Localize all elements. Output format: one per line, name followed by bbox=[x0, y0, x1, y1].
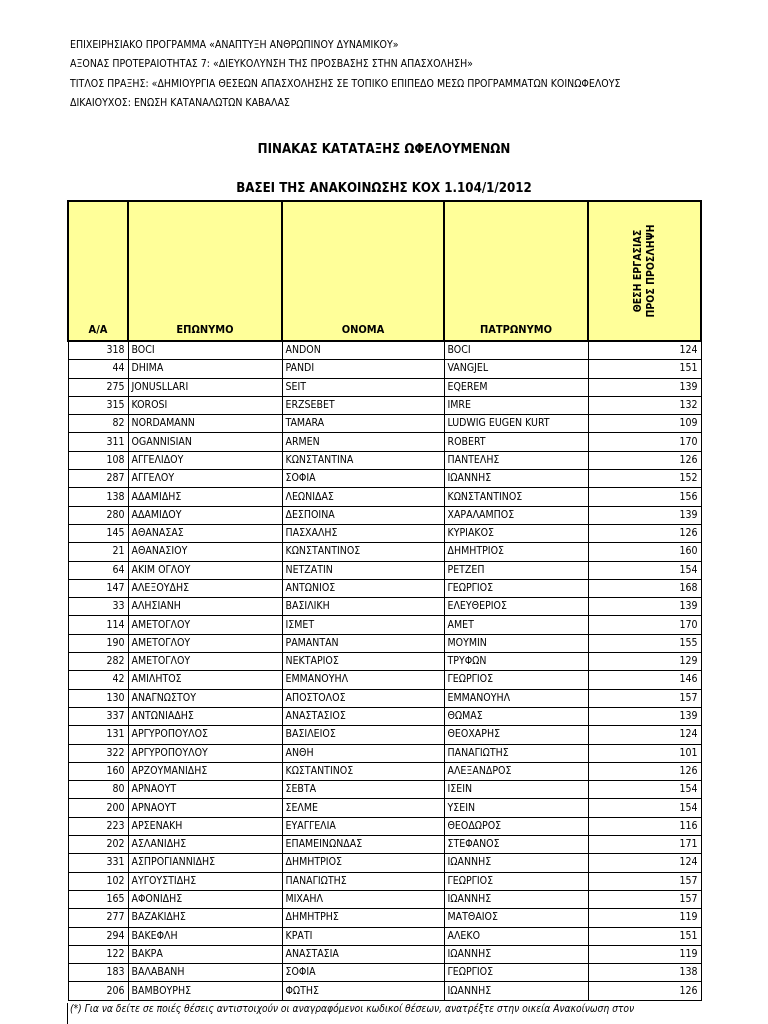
cell-name: TAMARA bbox=[282, 415, 444, 433]
cell-name: ΡΑΜΑΝΤΑΝ bbox=[282, 634, 444, 652]
column-header-position-line2: ΠΡΟΣ ΠΡΟΣΛΗΨΗ bbox=[644, 224, 657, 318]
cell-surname: ΑΡΓΥΡΟΠΟΥΛΟΥ bbox=[128, 744, 282, 762]
cell-father-name: ΙΩΑΝΝΗΣ bbox=[444, 982, 588, 1000]
table-row bbox=[68, 927, 701, 945]
cell-surname: ΑΜΕΤΟΓΛΟΥ bbox=[128, 653, 282, 671]
table-row bbox=[68, 616, 701, 634]
cell-surname: ΑΡΣΕΝΑΚΗ bbox=[128, 817, 282, 835]
cell-surname: NORDAMANN bbox=[128, 415, 282, 433]
left-border-line bbox=[67, 1003, 68, 1024]
cell-father-name: ΣΤΕΦΑΝΟΣ bbox=[444, 836, 588, 854]
table-row bbox=[68, 836, 701, 854]
cell-aa: 64 bbox=[68, 561, 128, 579]
cell-surname: ΑΡΖΟΥΜΑΝΙΔΗΣ bbox=[128, 762, 282, 780]
cell-position: 139 bbox=[588, 378, 701, 396]
cell-father-name: BOCI bbox=[444, 341, 588, 360]
table-row bbox=[68, 799, 701, 817]
cell-position: 138 bbox=[588, 964, 701, 982]
cell-surname: ΑΡΓΥΡΟΠΟΥΛΟΣ bbox=[128, 726, 282, 744]
cell-aa: 223 bbox=[68, 817, 128, 835]
cell-position: 129 bbox=[588, 653, 701, 671]
cell-surname: JONUSLLARI bbox=[128, 378, 282, 396]
table-row bbox=[68, 341, 701, 360]
table-row bbox=[68, 653, 701, 671]
cell-name: ΝΕΤΖΑΤΙΝ bbox=[282, 561, 444, 579]
column-header-name: ΟΝΟΜΑ bbox=[282, 201, 444, 341]
table-row bbox=[68, 671, 701, 689]
table-row bbox=[68, 964, 701, 982]
cell-aa: 190 bbox=[68, 634, 128, 652]
cell-aa: 282 bbox=[68, 653, 128, 671]
cell-surname: ΑΘΑΝΑΣΙΟΥ bbox=[128, 543, 282, 561]
cell-name: ΑΝΑΣΤΑΣΙΑ bbox=[282, 945, 444, 963]
cell-name: ΔΗΜΗΤΡΙΟΣ bbox=[282, 854, 444, 872]
cell-aa: 275 bbox=[68, 378, 128, 396]
cell-name: ΑΠΟΣΤΟΛΟΣ bbox=[282, 689, 444, 707]
cell-aa: 202 bbox=[68, 836, 128, 854]
cell-aa: 200 bbox=[68, 799, 128, 817]
table-row bbox=[68, 360, 701, 378]
table-row bbox=[68, 890, 701, 908]
cell-aa: 287 bbox=[68, 470, 128, 488]
table-row bbox=[68, 707, 701, 725]
cell-name: PANDI bbox=[282, 360, 444, 378]
cell-position: 139 bbox=[588, 707, 701, 725]
table-row bbox=[68, 854, 701, 872]
cell-father-name: ΡΕΤΖΕΠ bbox=[444, 561, 588, 579]
cell-surname: ΑΛΗΣΙΑΝΗ bbox=[128, 598, 282, 616]
table-row bbox=[68, 488, 701, 506]
cell-surname: ΑΜΕΤΟΓΛΟΥ bbox=[128, 616, 282, 634]
header-line-beneficiary: ΔΙΚΑΙΟΥΧΟΣ: ΕΝΩΣΗ ΚΑΤΑΝΑΛΩΤΩΝ ΚΑΒΑΛΑΣ bbox=[70, 96, 290, 109]
table-row bbox=[68, 634, 701, 652]
cell-father-name: ΓΕΩΡΓΙΟΣ bbox=[444, 964, 588, 982]
cell-position: 170 bbox=[588, 433, 701, 451]
cell-surname: KOROSI bbox=[128, 396, 282, 414]
cell-father-name: ΕΛΕΥΘΕΡΙΟΣ bbox=[444, 598, 588, 616]
cell-name: ΒΑΣΙΛΙΚΗ bbox=[282, 598, 444, 616]
cell-father-name: ΙΩΑΝΝΗΣ bbox=[444, 945, 588, 963]
cell-position: 156 bbox=[588, 488, 701, 506]
cell-position: 146 bbox=[588, 671, 701, 689]
cell-surname: ΑΘΑΝΑΣΑΣ bbox=[128, 524, 282, 542]
cell-aa: 337 bbox=[68, 707, 128, 725]
cell-position: 124 bbox=[588, 341, 701, 360]
cell-father-name: ΜΑΤΘΑΙΟΣ bbox=[444, 909, 588, 927]
cell-position: 154 bbox=[588, 799, 701, 817]
cell-surname: ΑΥΓΟΥΣΤΙΔΗΣ bbox=[128, 872, 282, 890]
cell-aa: 42 bbox=[68, 671, 128, 689]
cell-position: 139 bbox=[588, 598, 701, 616]
cell-surname: OGANNISIAN bbox=[128, 433, 282, 451]
cell-position: 119 bbox=[588, 945, 701, 963]
cell-position: 152 bbox=[588, 470, 701, 488]
cell-surname: ΒΑΖΑΚΙΔΗΣ bbox=[128, 909, 282, 927]
cell-aa: 145 bbox=[68, 524, 128, 542]
cell-position: 101 bbox=[588, 744, 701, 762]
cell-name: ΑΝΤΩΝΙΟΣ bbox=[282, 579, 444, 597]
cell-surname: ΒΑΜΒΟΥΡΗΣ bbox=[128, 982, 282, 1000]
column-header-surname: ΕΠΩΝΥΜΟ bbox=[128, 201, 282, 341]
cell-position: 126 bbox=[588, 762, 701, 780]
cell-aa: 280 bbox=[68, 506, 128, 524]
cell-father-name: ΘΕΟΔΩΡΟΣ bbox=[444, 817, 588, 835]
cell-surname: ΑΦΟΝΙΔΗΣ bbox=[128, 890, 282, 908]
column-header-position bbox=[588, 201, 701, 341]
cell-aa: 114 bbox=[68, 616, 128, 634]
cell-surname: ΑΜΙΛΗΤΟΣ bbox=[128, 671, 282, 689]
cell-position: 124 bbox=[588, 726, 701, 744]
cell-position: 109 bbox=[588, 415, 701, 433]
cell-position: 126 bbox=[588, 524, 701, 542]
cell-position: 171 bbox=[588, 836, 701, 854]
page-subtitle: ΒΑΣΕΙ ΤΗΣ ΑΝΑΚΟΙΝΩΣΗΣ ΚΟΧ 1.104/1/2012 bbox=[236, 181, 532, 196]
cell-name: ΑΝΘΗ bbox=[282, 744, 444, 762]
cell-surname: ΒΑΛΑΒΑΝΗ bbox=[128, 964, 282, 982]
cell-surname: ΑΓΓΕΛΙΔΟΥ bbox=[128, 451, 282, 469]
cell-aa: 131 bbox=[68, 726, 128, 744]
cell-aa: 318 bbox=[68, 341, 128, 360]
cell-father-name: ΙΩΑΝΝΗΣ bbox=[444, 890, 588, 908]
table-row bbox=[68, 817, 701, 835]
table-row bbox=[68, 909, 701, 927]
table-row bbox=[68, 543, 701, 561]
cell-father-name: ΕΜΜΑΝΟΥΗΛ bbox=[444, 689, 588, 707]
cell-position: 157 bbox=[588, 890, 701, 908]
table-row bbox=[68, 396, 701, 414]
cell-position: 157 bbox=[588, 689, 701, 707]
cell-father-name: ROBERT bbox=[444, 433, 588, 451]
cell-position: 157 bbox=[588, 872, 701, 890]
cell-position: 160 bbox=[588, 543, 701, 561]
cell-father-name: ΑΛΕΞΑΝΔΡΟΣ bbox=[444, 762, 588, 780]
cell-aa: 130 bbox=[68, 689, 128, 707]
cell-aa: 33 bbox=[68, 598, 128, 616]
footnote: (*) Για να δείτε σε ποιές θέσεις αντιστοιχούν οι αναγραφόμενοι κωδικοί θέσεων, ανατρέξτε στην οικεία Ανακοίνωση στον bbox=[70, 1004, 635, 1015]
table-row bbox=[68, 781, 701, 799]
cell-father-name: IMRE bbox=[444, 396, 588, 414]
cell-father-name: ΧΑΡΑΛΑΜΠΟΣ bbox=[444, 506, 588, 524]
cell-surname: ΑΔΑΜΙΔΟΥ bbox=[128, 506, 282, 524]
cell-position: 126 bbox=[588, 451, 701, 469]
cell-surname: ΑΜΕΤΟΓΛΟΥ bbox=[128, 634, 282, 652]
column-header-aa: Α/Α bbox=[68, 201, 128, 341]
column-header-position-line1: ΘΕΣΗ ΕΡΓΑΣΙΑΣ bbox=[631, 229, 644, 313]
cell-aa: 147 bbox=[68, 579, 128, 597]
column-header-father-name: ΠΑΤΡΩΝΥΜΟ bbox=[444, 201, 588, 341]
cell-name: ΜΙΧΑΗΛ bbox=[282, 890, 444, 908]
table-row bbox=[68, 762, 701, 780]
cell-name: ΑΝΑΣΤΑΣΙΟΣ bbox=[282, 707, 444, 725]
cell-name: ΕΥΑΓΓΕΛΙΑ bbox=[282, 817, 444, 835]
cell-aa: 138 bbox=[68, 488, 128, 506]
cell-position: 151 bbox=[588, 927, 701, 945]
cell-name: ΕΜΜΑΝΟΥΗΛ bbox=[282, 671, 444, 689]
cell-position: 116 bbox=[588, 817, 701, 835]
cell-aa: 122 bbox=[68, 945, 128, 963]
cell-surname: ΑΣΛΑΝΙΔΗΣ bbox=[128, 836, 282, 854]
cell-name: ERZSEBET bbox=[282, 396, 444, 414]
cell-name: ΛΕΩΝΙΔΑΣ bbox=[282, 488, 444, 506]
page-title: ΠΙΝΑΚΑΣ ΚΑΤΑΤΑΞΗΣ ΩΦΕΛΟΥΜΕΝΩΝ bbox=[257, 142, 511, 157]
table-row bbox=[68, 726, 701, 744]
cell-surname: DHIMA bbox=[128, 360, 282, 378]
cell-father-name: ΚΩΝΣΤΑΝΤΙΝΟΣ bbox=[444, 488, 588, 506]
cell-father-name: ΚΥΡΙΑΚΟΣ bbox=[444, 524, 588, 542]
cell-name: ΠΑΣΧΑΛΗΣ bbox=[282, 524, 444, 542]
cell-name: ΦΩΤΗΣ bbox=[282, 982, 444, 1000]
cell-father-name: ΑΜΕΤ bbox=[444, 616, 588, 634]
cell-position: 119 bbox=[588, 909, 701, 927]
cell-name: ΚΩΝΣΤΑΝΤΙΝΟΣ bbox=[282, 543, 444, 561]
table-row bbox=[68, 982, 701, 1000]
table-header-row bbox=[68, 201, 701, 341]
cell-surname: ΒΑΚΕΦΛΗ bbox=[128, 927, 282, 945]
cell-position: 155 bbox=[588, 634, 701, 652]
cell-aa: 44 bbox=[68, 360, 128, 378]
cell-name: ARMEN bbox=[282, 433, 444, 451]
cell-position: 170 bbox=[588, 616, 701, 634]
document-header bbox=[70, 36, 620, 113]
cell-name: SEIT bbox=[282, 378, 444, 396]
cell-surname: ΑΔΑΜΙΔΗΣ bbox=[128, 488, 282, 506]
cell-aa: 277 bbox=[68, 909, 128, 927]
cell-name: ANDON bbox=[282, 341, 444, 360]
cell-position: 151 bbox=[588, 360, 701, 378]
table-row bbox=[68, 378, 701, 396]
table-row bbox=[68, 561, 701, 579]
cell-aa: 102 bbox=[68, 872, 128, 890]
cell-name: ΙΣΜΕΤ bbox=[282, 616, 444, 634]
cell-surname: ΑΛΕΞΟΥΔΗΣ bbox=[128, 579, 282, 597]
header-line-axis: ΑΞΟΝΑΣ ΠΡΟΤΕΡΑΙΟΤΗΤΑΣ 7: «ΔΙΕΥΚΟΛΥΝΣΗ ΤΗΣ ΠΡΟΣΒΑΣΗΣ ΣΤΗΝ ΑΠΑΣΧΟΛΗΣΗ» bbox=[70, 58, 473, 71]
cell-position: 154 bbox=[588, 561, 701, 579]
table-body bbox=[68, 341, 701, 1000]
cell-surname: ΑΡΝΑΟΥΤ bbox=[128, 781, 282, 799]
cell-surname: ΑΡΝΑΟΥΤ bbox=[128, 799, 282, 817]
table-row bbox=[68, 579, 701, 597]
cell-father-name: ΙΣΕΙΝ bbox=[444, 781, 588, 799]
cell-position: 168 bbox=[588, 579, 701, 597]
cell-surname: ΑΓΓΕΛΟΥ bbox=[128, 470, 282, 488]
table-row bbox=[68, 524, 701, 542]
cell-aa: 294 bbox=[68, 927, 128, 945]
cell-name: ΕΠΑΜΕΙΝΩΝΔΑΣ bbox=[282, 836, 444, 854]
cell-surname: BOCI bbox=[128, 341, 282, 360]
cell-father-name: ΘΕΟΧΑΡΗΣ bbox=[444, 726, 588, 744]
cell-surname: ΑΝΤΩΝΙΑΔΗΣ bbox=[128, 707, 282, 725]
cell-name: ΣΟΦΙΑ bbox=[282, 964, 444, 982]
cell-father-name: ΑΛΕΚΟ bbox=[444, 927, 588, 945]
cell-aa: 322 bbox=[68, 744, 128, 762]
cell-father-name: ΙΩΑΝΝΗΣ bbox=[444, 854, 588, 872]
cell-father-name: ΠΑΝΤΕΛΗΣ bbox=[444, 451, 588, 469]
cell-aa: 165 bbox=[68, 890, 128, 908]
cell-name: ΚΡΑΤΙ bbox=[282, 927, 444, 945]
cell-name: ΣΕΛΜΕ bbox=[282, 799, 444, 817]
cell-position: 154 bbox=[588, 781, 701, 799]
cell-aa: 183 bbox=[68, 964, 128, 982]
cell-aa: 80 bbox=[68, 781, 128, 799]
table-row bbox=[68, 689, 701, 707]
cell-name: ΔΗΜΗΤΡΗΣ bbox=[282, 909, 444, 927]
cell-name: ΚΩΣΤΑΝΤΙΝΟΣ bbox=[282, 762, 444, 780]
cell-surname: ΑΝΑΓΝΩΣΤΟΥ bbox=[128, 689, 282, 707]
ranking-table bbox=[67, 200, 702, 1001]
cell-aa: 311 bbox=[68, 433, 128, 451]
table-row bbox=[68, 506, 701, 524]
cell-name: ΣΟΦΙΑ bbox=[282, 470, 444, 488]
cell-name: ΒΑΣΙΛΕΙΟΣ bbox=[282, 726, 444, 744]
cell-name: ΝΕΚΤΑΡΙΟΣ bbox=[282, 653, 444, 671]
cell-surname: ΑΚΙΜ ΟΓΛΟΥ bbox=[128, 561, 282, 579]
table-row bbox=[68, 470, 701, 488]
cell-aa: 315 bbox=[68, 396, 128, 414]
cell-name: ΣΕΒΤΑ bbox=[282, 781, 444, 799]
cell-aa: 82 bbox=[68, 415, 128, 433]
cell-position: 132 bbox=[588, 396, 701, 414]
cell-aa: 21 bbox=[68, 543, 128, 561]
cell-aa: 331 bbox=[68, 854, 128, 872]
cell-father-name: ΓΕΩΡΓΙΟΣ bbox=[444, 579, 588, 597]
cell-father-name: ΔΗΜΗΤΡΙΟΣ bbox=[444, 543, 588, 561]
cell-father-name: EQEREM bbox=[444, 378, 588, 396]
table-row bbox=[68, 433, 701, 451]
cell-position: 126 bbox=[588, 982, 701, 1000]
cell-father-name: ΠΑΝΑΓΙΩΤΗΣ bbox=[444, 744, 588, 762]
cell-aa: 108 bbox=[68, 451, 128, 469]
cell-surname: ΒΑΚΡΑ bbox=[128, 945, 282, 963]
table-row bbox=[68, 872, 701, 890]
cell-father-name: ΓΕΩΡΓΙΟΣ bbox=[444, 872, 588, 890]
cell-position: 139 bbox=[588, 506, 701, 524]
table-row bbox=[68, 598, 701, 616]
table-row bbox=[68, 415, 701, 433]
cell-aa: 160 bbox=[68, 762, 128, 780]
cell-name: ΔΕΣΠΟΙΝΑ bbox=[282, 506, 444, 524]
cell-father-name: LUDWIG EUGEN KURT bbox=[444, 415, 588, 433]
cell-father-name: ΙΩΑΝΝΗΣ bbox=[444, 470, 588, 488]
table-row bbox=[68, 451, 701, 469]
cell-father-name: ΓΕΩΡΓΙΟΣ bbox=[444, 671, 588, 689]
cell-father-name: ΥΣΕΙΝ bbox=[444, 799, 588, 817]
header-line-programme: ΕΠΙΧΕΙΡΗΣΙΑΚΟ ΠΡΟΓΡΑΜΜΑ «ΑΝΑΠΤΥΞΗ ΑΝΘΡΩΠΙΝΟΥ ΔΥΝΑΜΙΚΟΥ» bbox=[70, 39, 399, 51]
table-row bbox=[68, 744, 701, 762]
cell-name: ΚΩΝΣΤΑΝΤΙΝΑ bbox=[282, 451, 444, 469]
cell-father-name: ΜΟΥΜΙΝ bbox=[444, 634, 588, 652]
cell-surname: ΑΣΠΡΟΓΙΑΝΝΙΔΗΣ bbox=[128, 854, 282, 872]
cell-name: ΠΑΝΑΓΙΩΤΗΣ bbox=[282, 872, 444, 890]
cell-father-name: ΤΡΥΦΩΝ bbox=[444, 653, 588, 671]
cell-position: 124 bbox=[588, 854, 701, 872]
cell-father-name: VANGJEL bbox=[444, 360, 588, 378]
header-line-action-title: ΤΙΤΛΟΣ ΠΡΑΞΗΣ: «ΔΗΜΙΟΥΡΓΙΑ ΘΕΣΕΩΝ ΑΠΑΣΧΟΛΗΣΗΣ ΣΕ ΤΟΠΙΚΟ ΕΠΙΠΕΔΟ ΜΕΣΩ ΠΡΟΓΡΑΜΜΑΤΩΝ ΚΟΙΝΩΦΕΛΟΥΣ bbox=[70, 77, 621, 90]
cell-father-name: ΘΩΜΑΣ bbox=[444, 707, 588, 725]
cell-aa: 206 bbox=[68, 982, 128, 1000]
table-row bbox=[68, 945, 701, 963]
